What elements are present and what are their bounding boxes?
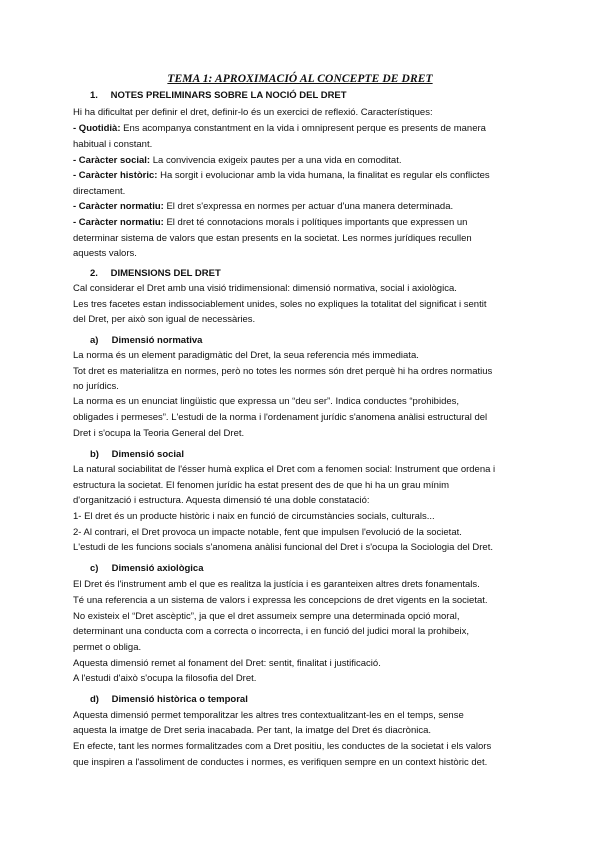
paragraph-line: La norma es un enunciat lingüistic que expressa un “deu ser”. Indica conductes “prohibides, [73, 396, 460, 407]
subsection-number: b) [90, 449, 99, 460]
paragraph-line: aquests valors. [73, 248, 137, 259]
subsection-c-heading [90, 563, 204, 574]
list-item-term: - Caràcter normatiu: [73, 201, 164, 212]
subsection-number: c) [90, 563, 99, 574]
paragraph-line: Les tres facetes estan indissociablement unides, soles no expliques la totalitat del significat i sentit [73, 299, 487, 310]
paragraph-line: habitual i constant. [73, 139, 153, 150]
section-1-heading [90, 90, 347, 101]
subsection-title: Dimensió històrica o temporal [111, 694, 248, 705]
paragraph-line: La natural sociabilitat de l'ésser humà explica el Dret com a fenomen social: Instrument que ordena i [73, 464, 496, 475]
paragraph-line: Aquesta dimensió permet temporalitzar les altres tres contextualitzant-les en el temps, sense [73, 710, 464, 721]
paragraph-line: estructura la societat. El fenomen jurídic ha estat present des de que hi ha un grau mínim [73, 480, 449, 491]
list-item-term: - Quotidià: [73, 123, 121, 134]
section-title: NOTES PRELIMINARS SOBRE LA NOCIÓ DEL DRET [110, 90, 347, 101]
paragraph-line: Té una referencia a un sistema de valors i expressa les concepcions de dret vigents en la societat. [73, 595, 488, 606]
paragraph-line: La norma és un element paradigmàtic del Dret, la seua referencia més immediata. [73, 350, 419, 361]
list-item [73, 170, 490, 182]
paragraph-line: del Dret, per això son igual de necessàries. [73, 314, 256, 325]
paragraph-line: Cal considerar el Dret amb una visió tridimensional: dimensió normativa, social i axiològica. [73, 283, 457, 294]
subsection-title: Dimensió axiològica [111, 563, 204, 574]
paragraph-line: que inspiren a l'assoliment de conductes i normes, es verifiquen sempre en un context històric det. [73, 757, 488, 768]
paragraph-line: determinant una conducta com a correcta o incorrecta, i en funció del judici moral la prohibeix, [73, 626, 470, 637]
subsection-b-heading [90, 449, 184, 460]
subsection-number: d) [90, 694, 99, 705]
paragraph-line: determinar sistema de valors que estan presents en la societat. Les normes jurídiques recullen [73, 233, 472, 244]
paragraph-line: aquesta la imatge de Dret seria inacabada. Per tant, la imatge del Dret és diacrònica. [73, 725, 432, 736]
paragraph-line: no jurídics. [73, 381, 119, 392]
list-item [73, 217, 467, 229]
paragraph-line: 1- El dret és un producte històric i naix en funció de circumstàncies socials, culturals... [73, 511, 435, 522]
paragraph-line: L'estudi de les funcions socials s'anomena anàlisi funcional del Dret i s'ocupa la Sociologia del Dret. [73, 542, 493, 553]
paragraph-line: permet o obliga. [73, 642, 142, 653]
paragraph-line: Tot dret es materialitza en normes, però no totes les normes són dret perquè hi ha ordres normatius [73, 366, 493, 377]
list-item-term: - Caràcter històric: [73, 170, 158, 181]
subsection-a-heading [90, 335, 202, 346]
paragraph-line: El Dret és l'instrument amb el que es realitza la justícia i es garanteixen altres drets fonamentals. [73, 579, 480, 590]
section-number: 1. [90, 90, 98, 101]
list-item-text: El dret s'expressa en normes per actuar d'una manera determinada. [163, 201, 454, 212]
paragraph-line: d'organització i estructura. Aquesta dimensió té una doble constatació: [73, 495, 370, 506]
paragraph-line: A l'estudi d'això s'ocupa la filosofia del Dret. [73, 673, 257, 684]
subsection-title: Dimensió social [111, 449, 184, 460]
paragraph-line: obligades i permeses”. L'estudi de la norma i l'ordenament jurídic s'anomena anàlisi estructural del [73, 412, 488, 423]
section-number: 2. [90, 268, 98, 279]
list-item-text: El dret té connotacions morals i polítiques importants que expressen un [163, 217, 468, 228]
paragraph-line: No existeix el “Dret ascèptic”, ja que el dret assumeix sempre una determinada opció moral, [73, 611, 460, 622]
list-item [73, 123, 486, 135]
paragraph-line: directament. [73, 186, 126, 197]
list-item [73, 201, 453, 213]
paragraph-line: Aquesta dimensió remet al fonament del Dret: sentit, finalitat i justificació. [73, 658, 381, 669]
subsection-d-heading [90, 694, 248, 705]
list-item-text: La convivencia exigeix pautes per a una vida en comoditat. [150, 155, 402, 166]
list-item-term: - Caràcter normatiu: [73, 217, 164, 228]
section-title: DIMENSIONS DEL DRET [110, 268, 221, 279]
document-title: TEMA 1: APROXIMACIÓ AL CONCEPTE DE DRET [167, 73, 433, 85]
list-item-text: Ha sorgit i evolucionar amb la vida humana, la finalitat es regular els conflictes [157, 170, 490, 181]
paragraph-line: Dret i s'ocupa la Teoria General del Dret. [73, 428, 245, 439]
list-item-text: Ens acompanya constantment en la vida i omnipresent perque es presents de manera [120, 123, 486, 134]
list-item [73, 155, 401, 167]
subsection-number: a) [90, 335, 99, 346]
paragraph-line: 2- Al contrari, el Dret provoca un impacte notable, fent que impulsen l'evolució de la societat. [73, 527, 462, 538]
list-item-term: - Caràcter social: [73, 155, 151, 166]
paragraph-line: Hi ha dificultat per definir el dret, definir-lo és un exercici de reflexió. Característiques: [73, 107, 433, 118]
section-2-heading [90, 268, 221, 279]
subsection-title: Dimensió normativa [111, 335, 203, 346]
paragraph-line: En efecte, tant les normes formalitzades com a Dret positiu, les conductes de la societat i els valors [73, 741, 492, 752]
